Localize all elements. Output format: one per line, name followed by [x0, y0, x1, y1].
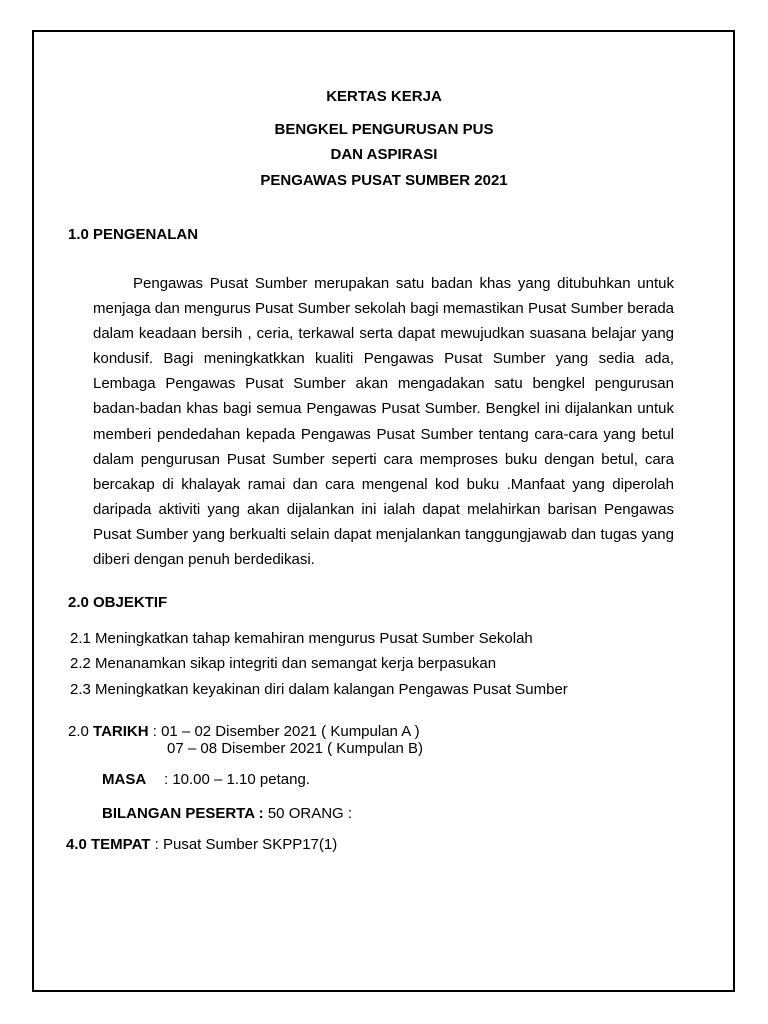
tarikh-label: TARIKH [93, 723, 149, 740]
objective-item-2: 2.2 Menanamkan sikap integriti dan semangat kerja berpasukan [70, 655, 497, 672]
peserta-row [102, 805, 352, 823]
section-heading-pengenalan: 1.0 PENGENALAN [68, 226, 199, 243]
tempat-label: 4.0 TEMPAT [66, 836, 151, 853]
tempat-value: : Pusat Sumber SKPP17(1) [150, 836, 338, 853]
intro-paragraph: Pengawas Pusat Sumber merupakan satu badan khas yang ditubuhkan untuk menjaga dan mengurus Pusat Sumber sekolah bagi memastikan Pusat Sumber berada dalam keadaan bersih , ceria, terkawal serta dapat mewujudkan suasana belajar yang kondusif. Bagi meningkatkkan kualiti Pengawas Pusat Sumber yang sedia ada, Lembaga Pengawas Pusat Sumber akan mengadakan satu bengkel pengurusan badan-badan khas bagi semua Pengawas Pusat Sumber. Bengkel ini dijalankan untuk memberi pendedahan kepada Pengawas Pusat Sumber tentang cara-cara yang betul dalam pengurusan Pusat Sumber seperti cara memproses buku dengan betul, cara bercakap di khalayak ramai dan cara mengenal kod buku .Manfaat yang diperolah daripada aktiviti yang akan dijalankan ini ialah dapat melahirkan barisan Pengawas Pusat Sumber yang berkualti selain dapat menjalankan tanggungjawab dan tugas yang diberi dengan penuh berdedikasi. [93, 275, 674, 569]
tempat-row [66, 836, 337, 854]
doc-subtitle-line2: DAN ASPIRASI [330, 146, 438, 163]
peserta-value: 50 ORANG : [263, 805, 353, 822]
tarikh-value-2: 07 – 08 Disember 2021 ( Kumpulan B) [167, 740, 423, 757]
doc-subtitle-line1: BENGKEL PENGURUSAN PUS [274, 121, 494, 138]
masa-label: MASA [102, 771, 147, 788]
masa-value: : 10.00 – 1.10 petang. [164, 771, 310, 788]
tarikh-value-1: : 01 – 02 Disember 2021 ( Kumpulan A ) [148, 723, 420, 740]
doc-subtitle-line3: PENGAWAS PUSAT SUMBER 2021 [260, 172, 508, 189]
section-heading-objektif: 2.0 OBJEKTIF [68, 594, 168, 611]
doc-title: KERTAS KERJA [326, 88, 442, 105]
peserta-label: BILANGAN PESERTA : [102, 805, 264, 822]
tarikh-number: 2.0 [68, 723, 94, 740]
tarikh-row [68, 723, 420, 741]
objective-item-1: 2.1 Meningkatkan tahap kemahiran mengurus Pusat Sumber Sekolah [70, 630, 533, 647]
objective-item-3: 2.3 Meningkatkan keyakinan diri dalam kalangan Pengawas Pusat Sumber [70, 681, 568, 698]
